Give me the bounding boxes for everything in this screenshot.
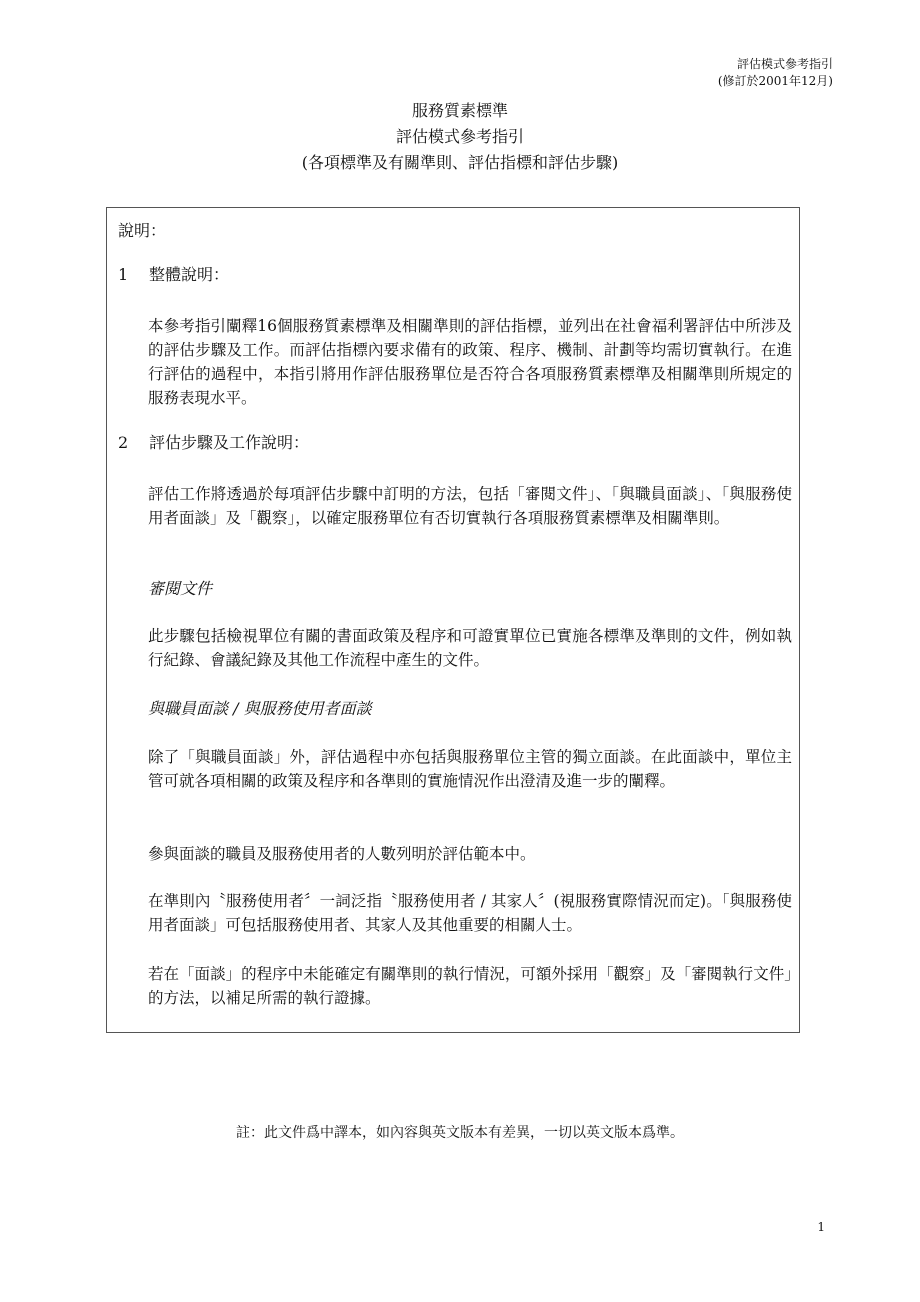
document-review-paragraph: 此步驟包括檢視單位有關的書面政策及程序和可證實單位已實施各標準及準則的文件，例如執行紀錄、會議紀錄及其他工作流程中產生的文件。	[148, 627, 792, 669]
interviews-paragraph-2: 參與面談的職員及服務使用者的人數列明於評估範本中。	[148, 845, 536, 863]
header-title: 評估模式參考指引	[736, 57, 833, 71]
explanation-box	[106, 207, 800, 1033]
title-block	[0, 98, 920, 176]
section-1-paragraph: 本參考指引闡釋16個服務質素標準及相關準則的評估指標，並列出在社會福利署評估中所涉及的評估步驟及工作。而評估指標內要求備有的政策、程序、機制、計劃等均需切實執行。在進行評估的過程中，本指引將用作評估服務單位是否符合各項服務質素標準及相關準則所規定的服務表現水平。	[148, 317, 792, 407]
section-2-heading	[118, 432, 309, 454]
section-1-title: 整體說明：	[149, 265, 230, 284]
box-lead: 說明：	[118, 221, 167, 240]
subheading-document-review: 審閱文件	[148, 579, 213, 598]
section-2-number: 2	[118, 433, 129, 452]
document-header	[718, 56, 833, 90]
subheading-interviews: 與職員面談 / 與服務使用者面談	[148, 699, 372, 718]
translation-footnote: 註：此文件爲中譯本，如內容與英文版本有差異，一切以英文版本爲準。	[236, 1125, 684, 1141]
title-line-1: 服務質素標準	[411, 101, 508, 120]
interviews-paragraph-4: 若在「面談」的程序中未能確定有關準則的執行情況，可額外採用「觀察」及「審閱執行文件」的方法，以補足所需的執行證據。	[148, 965, 792, 1007]
section-2-paragraph: 評估工作將透過於每項評估步驟中訂明的方法，包括「審閱文件」、「與職員面談」、「與服務使用者面談」及「觀察」，以確定服務單位有否切實執行各項服務質素標準及相關準則。	[148, 485, 792, 527]
page-number: 1	[817, 1220, 825, 1234]
section-2-title: 評估步驟及工作說明：	[149, 433, 310, 452]
header-revision: (修訂於2001年12月)	[717, 74, 833, 88]
interviews-paragraph-1: 除了「與職員面談」外，評估過程中亦包括與服務單位主管的獨立面談。在此面談中，單位主管可就各項相關的政策及程序和各準則的實施情況作出澄清及進一步的闡釋。	[148, 748, 792, 790]
section-1-number: 1	[118, 265, 129, 284]
section-1-heading	[118, 264, 229, 286]
title-line-3: (各項標準及有關準則、評估指標和評估步驟)	[301, 153, 619, 172]
title-line-2: 評估模式參考指引	[395, 127, 524, 146]
interviews-paragraph-3: 在準則內〝服務使用者〞一詞泛指〝服務使用者 / 其家人〞(視服務實際情況而定)。「與服務使用者面談」可包括服務使用者、其家人及其他重要的相關人士。	[148, 892, 792, 934]
